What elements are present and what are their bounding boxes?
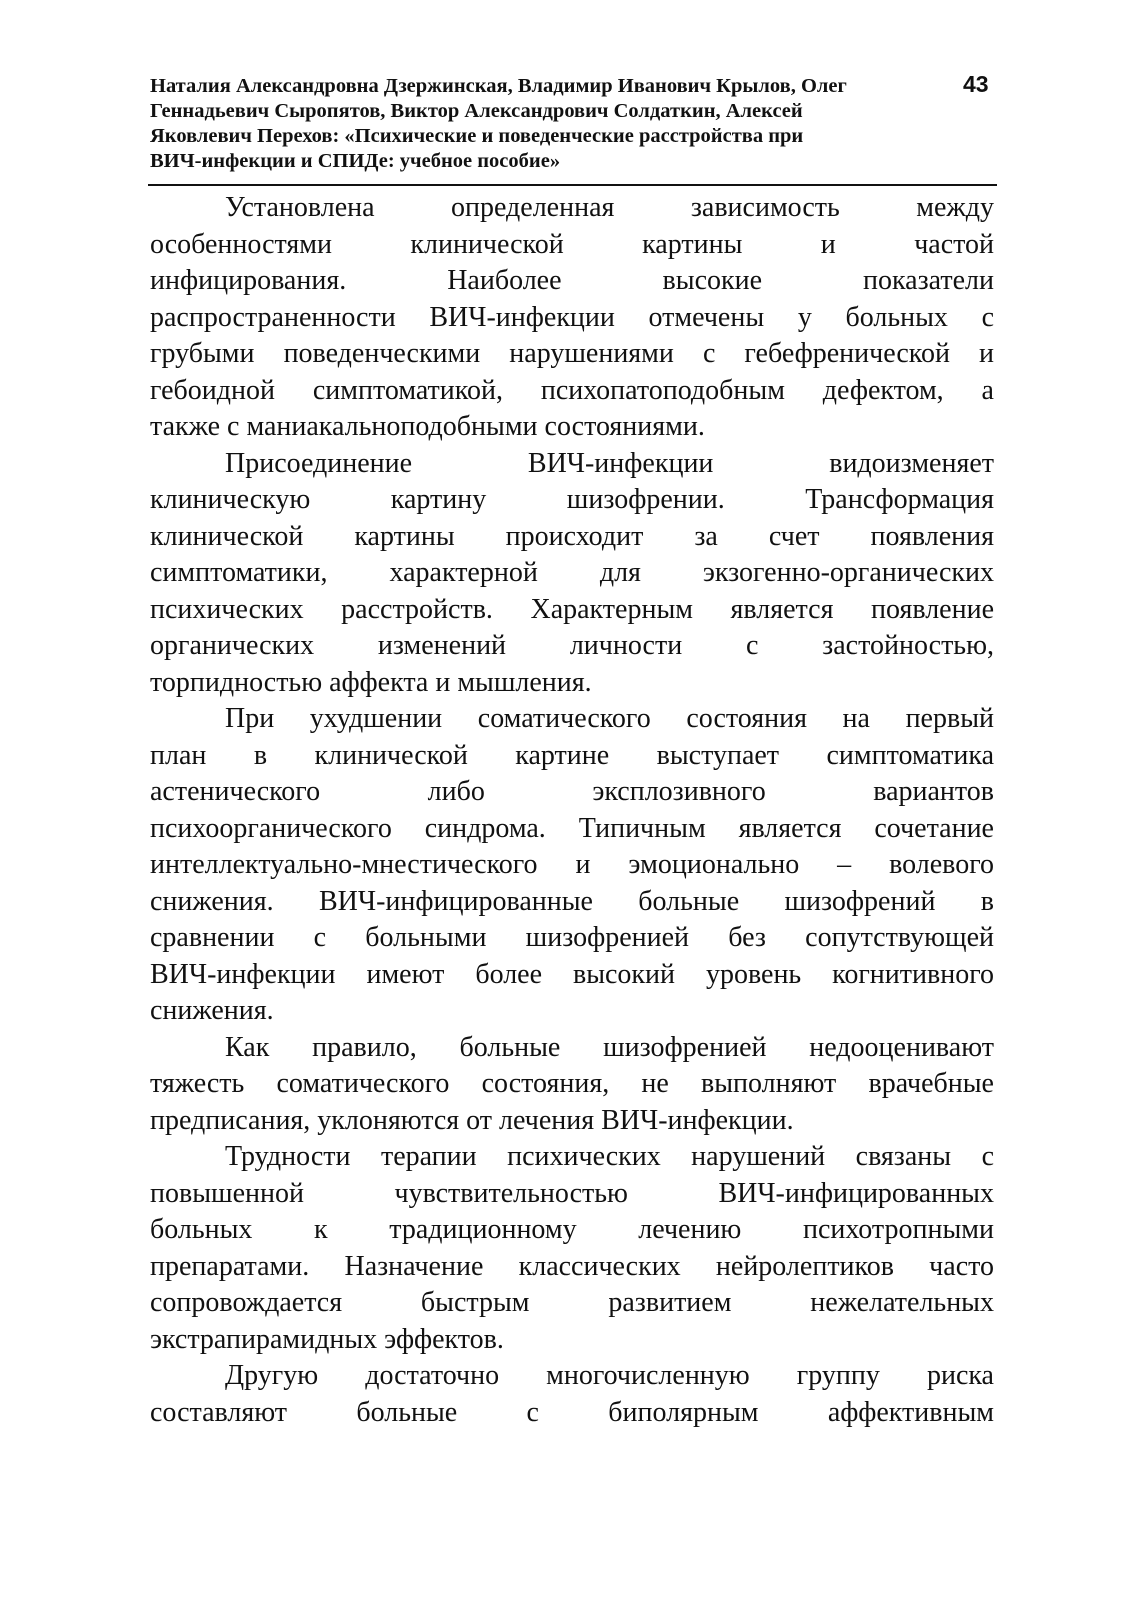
paragraph — [150, 190, 994, 446]
paragraph-line: торпидностью аффекта и мышления. — [150, 666, 592, 698]
paragraph-line: Другую достаточно многочисленную группу риска — [225, 1360, 994, 1391]
paragraph-line: интеллектуально-мнестического и эмоционально – волевого — [150, 849, 994, 880]
paragraph-line: снижения. ВИЧ-инфицированные больные шизофрений в — [150, 885, 994, 917]
paragraph-line: Трудности терапии психических нарушений связаны с — [225, 1141, 994, 1172]
page-number: 43 — [963, 71, 989, 97]
paragraph-line: сравнении с больными шизофренией без сопутствующей — [150, 922, 994, 953]
running-header-line: ВИЧ-инфекции и СПИДе: учебное пособие» — [150, 150, 561, 172]
header-divider — [148, 184, 997, 186]
paragraph-line: особенностями клинической картины и частой — [150, 228, 994, 260]
paragraph-line: органических изменений личности с застойностью, — [150, 630, 994, 661]
paragraph — [150, 446, 994, 702]
paragraph-line: грубыми поведенческими нарушениями с гебефренической и — [150, 338, 994, 369]
body-text — [150, 190, 994, 1431]
paragraph-line: Как правило, больные шизофренией недооценивают — [225, 1031, 994, 1063]
paragraph-line: психоорганического синдрома. Типичным является сочетание — [150, 812, 994, 844]
paragraph-line: При ухудшении соматического состояния на первый — [225, 703, 994, 734]
paragraph-line: ВИЧ-инфекции имеют более высокий уровень когнитивного — [150, 958, 994, 990]
paragraph — [150, 1358, 994, 1431]
paragraph-line: гебоидной симптоматикой, психопатоподобным дефектом, а — [150, 374, 994, 406]
paragraph-line: психических расстройств. Характерным является появление — [150, 593, 994, 625]
paragraph-line: клинической картины происходит за счет появления — [150, 520, 994, 552]
paragraph — [150, 701, 994, 1030]
paragraph-line: распространенности ВИЧ-инфекции отмечены у больных с — [150, 301, 994, 333]
running-header — [150, 74, 1000, 174]
paragraph-line: сопровождается быстрым развитием нежелательных — [150, 1287, 994, 1318]
running-header-line: Наталия Александровна Дзержинская, Владимир Иванович Крылов, Олег — [150, 75, 847, 97]
paragraph — [150, 1030, 994, 1140]
paragraph-line: Присоединение ВИЧ-инфекции видоизменяет — [225, 447, 994, 479]
paragraph-line: симптоматики, характерной для экзогенно-органических — [150, 557, 994, 588]
running-header-line: Яковлевич Перехов: «Психические и поведенческие расстройства при — [150, 125, 804, 147]
paragraph-line: препаратами. Назначение классических нейролептиков часто — [150, 1250, 994, 1282]
paragraph-line: также с маниакальноподобными состояниями. — [150, 411, 705, 442]
paragraph-line: астенического либо эксплозивного вариантов — [150, 776, 994, 807]
paragraph-line: предписания, уклоняются от лечения ВИЧ-инфекции. — [150, 1104, 794, 1136]
paragraph-line: инфицирования. Наиболее высокие показатели — [150, 265, 994, 296]
running-header-line: Геннадьевич Сыропятов, Виктор Александрович Солдаткин, Алексей — [150, 100, 803, 122]
paragraph-line: повышенной чувствительностью ВИЧ-инфицированных — [150, 1177, 994, 1209]
paragraph-line: тяжесть соматического состояния, не выполняют врачебные — [150, 1068, 994, 1099]
paragraph — [150, 1139, 994, 1358]
paragraph-line: Установлена определенная зависимость между — [225, 192, 994, 223]
paragraph-line: экстрапирамидных эффектов. — [150, 1323, 504, 1355]
paragraph-line: план в клинической картине выступает симптоматика — [150, 739, 994, 771]
paragraph-line: клиническую картину шизофрении. Трансформация — [150, 484, 994, 515]
paragraph-line: составляют больные с биполярным аффективным — [150, 1396, 994, 1428]
paragraph-line: больных к традиционному лечению психотропными — [150, 1214, 994, 1245]
paragraph-line: снижения. — [150, 995, 274, 1026]
